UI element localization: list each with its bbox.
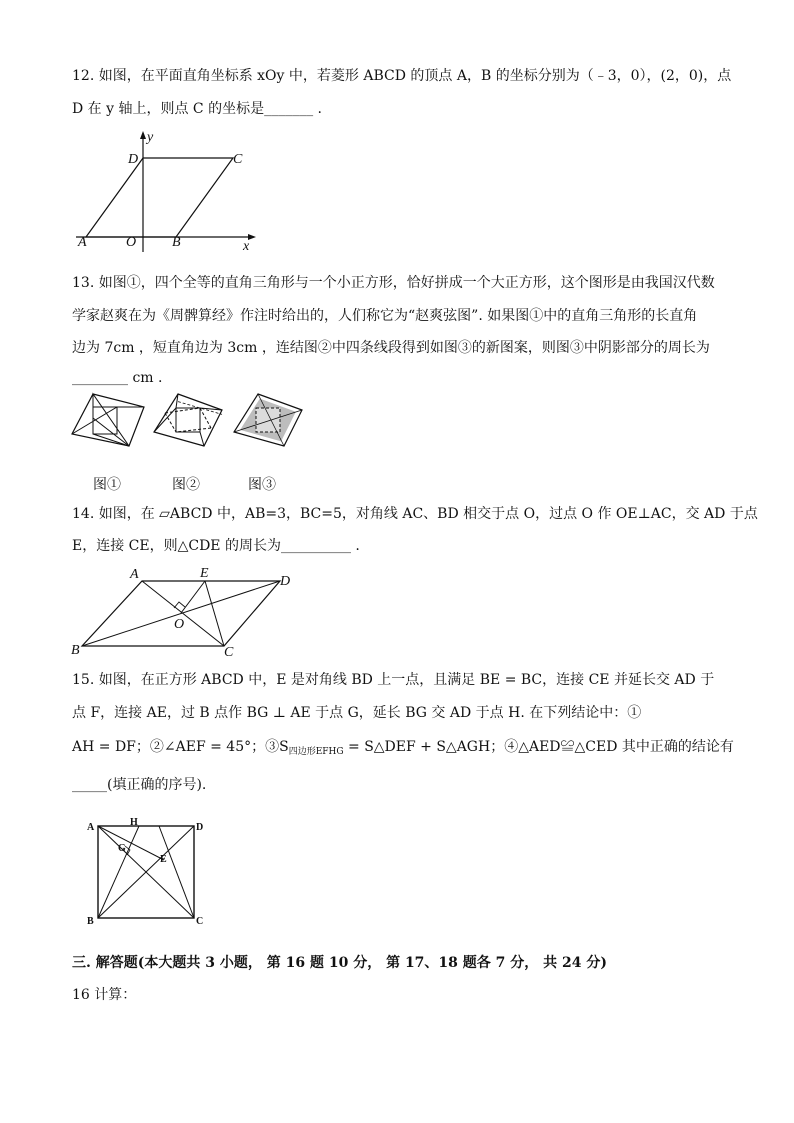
label-e: E (200, 566, 209, 581)
label-g: G (118, 843, 126, 854)
q12-text-line1: 12. 如图，在平面直角坐标系 xOy 中，若菱形 ABCD 的顶点 A，B 的坐标分别为（﹣3，0），(2，0)，点 (72, 68, 732, 84)
q12-coordinate-figure (66, 126, 266, 256)
label-d: D (196, 822, 204, 833)
label-o: O (174, 617, 185, 632)
q15-text-line4: _____(填正确的序号). (72, 777, 207, 793)
caption-figure-1: 图① (93, 477, 121, 493)
q12-text-line2: D 在 y 轴上，则点 C 的坐标是_______ . (72, 101, 322, 117)
label-b: B (71, 643, 80, 658)
zhao-shuang-figure-1 (70, 392, 146, 448)
q13-text-line1: 13. 如图①，四个全等的直角三角形与一个小正方形，恰好拼成一个大正方形，这个图形是由我国汉代数 (72, 275, 715, 291)
section-3-title: 三. 解答题(本大题共 3 小题， 第 16 题 10 分， 第 17、18 题各 7 分， 共 24 分) (72, 955, 607, 971)
q16-text-line1: 16 计算： (72, 987, 137, 1003)
caption-figure-2: 图② (172, 477, 200, 493)
y-axis-arrow (140, 131, 146, 139)
label-b: B (87, 916, 94, 927)
q15-text-line2: 点 F，连接 AE，过 B 点作 BG ⊥ AE 于点 G，延长 BG 交 AD 于点 H. 在下列结论中：① (72, 705, 642, 721)
rhombus-abcd (86, 158, 233, 237)
q15-line3-part-a: AH = DF；②∠AEF = 45°；③S (72, 739, 289, 755)
label-a: A (78, 235, 87, 250)
label-c: C (224, 645, 234, 660)
label-c: C (233, 152, 243, 167)
label-b: B (172, 235, 181, 250)
label-x: x (243, 239, 250, 254)
q15-line3-part-b: = S△DEF + S△AGH；④△AED≌△CED 其中正确的结论有 (343, 739, 734, 755)
label-c: C (196, 916, 204, 927)
caption-figure-3: 图③ (248, 477, 276, 493)
zhao-shuang-figure-3 (232, 392, 304, 448)
label-d: D (128, 152, 139, 167)
q15-line3-subscript: 四边形EFHG (288, 747, 344, 757)
label-a: A (87, 822, 95, 833)
q14-parallelogram-figure (68, 566, 300, 662)
q14-text-line1: 14. 如图，在 ▱ABCD 中，AB=3，BC=5，对角线 AC、BD 相交于点 O，过点 O 作 OE⊥AC，交 AD 于点 (72, 506, 758, 522)
q14-text-line2: E，连接 CE，则△CDE 的周长为__________ . (72, 538, 360, 554)
q13-text-line2: 学家赵爽在为《周髀算经》作注时给出的，人们称它为“赵爽弦图”. 如果图①中的直角三角形的长直角 (72, 308, 698, 324)
q13-text-line3: 边为 7cm ，短直角边为 3cm ，连结图②中四条线段得到如图③的新图案，则图③中阴影部分的周长为 (72, 340, 710, 356)
q15-text-line3 (72, 737, 734, 762)
q13-text-line4: ________ cm . (72, 370, 163, 386)
label-a: A (130, 567, 139, 582)
label-y: y (147, 130, 154, 145)
q15-square-figure (84, 812, 208, 928)
label-d: D (280, 574, 291, 589)
label-h: H (130, 817, 138, 828)
label-o: O (126, 235, 137, 250)
zhao-shuang-figure-2 (152, 392, 224, 448)
label-e: E (160, 854, 167, 865)
q15-text-line1: 15. 如图，在正方形 ABCD 中，E 是对角线 BD 上一点，且满足 BE = BC，连接 CE 并延长交 AD 于 (72, 672, 715, 688)
